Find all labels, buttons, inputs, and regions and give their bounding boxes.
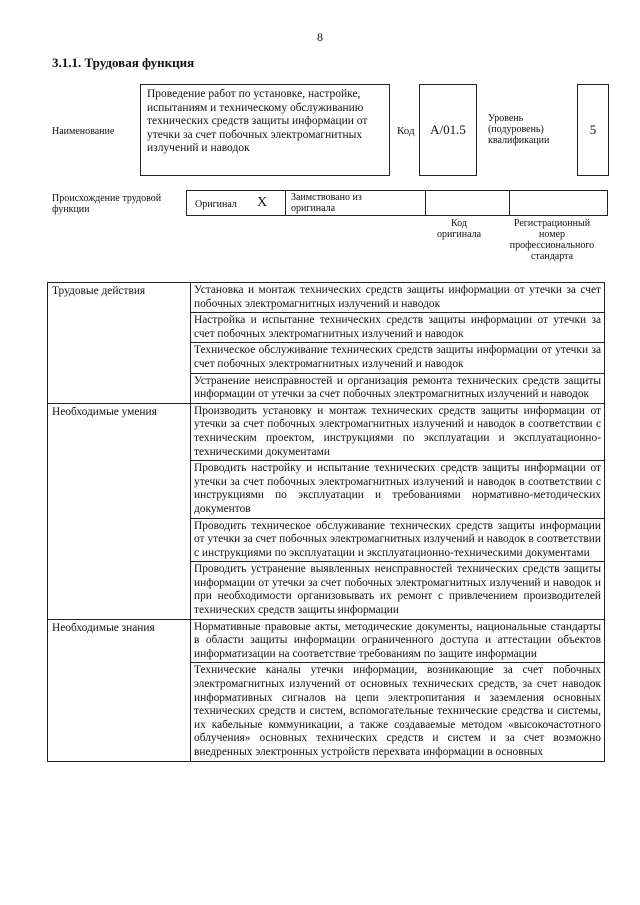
function-name-box: Проведение работ по установке, настройке, испытаниям и техническому обслуживанию технических средств защиты информации от утечки за счет побочных электромагнитных излучений и наводок: [140, 84, 390, 176]
category-cell: Необходимые умения: [48, 403, 191, 619]
item-cell: Проводить устранение выявленных неисправностей технических средств защиты информации от утечки за счет побочных электромагнитных излучений и наводок и при необходимости организовывать их ремонт с привлечением производителей технических средств защиты информации: [191, 562, 605, 619]
item-cell: Настройка и испытание технических средств защиты информации от утечки за счет побочных электромагнитных излучений и наводок: [191, 313, 605, 343]
borrowed-label: Заимствовано из оригинала: [291, 192, 362, 214]
table-row: [48, 619, 605, 663]
section-title: 3.1.1. Трудовая функция: [52, 55, 195, 70]
item-cell: Техническое обслуживание технических средств защиты информации от утечки за счет побочных электромагнитных излучений и наводок: [191, 343, 605, 373]
category-cell: Трудовые действия: [48, 283, 191, 404]
level-label: Уровень (подуровень) квалификации: [488, 113, 550, 146]
category-cell: Необходимые знания: [48, 619, 191, 761]
item-cell: Проводить настройку и испытание технических средств защиты информации от утечки за счет побочных электромагнитных излучений и наводок в соответствии с инструкциями по эксплуатации и требованиями нормативно-методических документов: [191, 461, 605, 518]
item-cell: Устранение неисправностей и организация ремонта технических средств защиты информации от утечки за счет побочных электромагнитных излучений и наводок: [191, 373, 605, 403]
code-box: [419, 84, 477, 176]
borrowed-cell: [285, 190, 425, 216]
item-cell: Установка и монтаж технических средств защиты информации от утечки за счет побочных электромагнитных излучений и наводок: [191, 283, 605, 313]
code-label: Код: [397, 125, 415, 137]
origin-row: [186, 190, 608, 216]
name-label: Наименование: [52, 126, 115, 137]
page-number: 8: [317, 30, 323, 44]
reg-number-cell: [509, 190, 608, 216]
code-original-label: Код оригинала: [436, 218, 482, 240]
original-label: Оригинал: [195, 199, 237, 210]
reg-number-label: Регистрационный номер профессионального стандарта: [509, 218, 595, 262]
level-box: [577, 84, 609, 176]
item-cell: Производить установку и монтаж технических средств защиты информации от утечки за счет побочных электромагнитных излучений и наводок в соответствии с техническим проектом, инструкциями по эксплуатации и эксплуатационно-техническими документами: [191, 403, 605, 460]
item-cell: Технические каналы утечки информации, возникающие за счет побочных электромагнитных излучений от основных технических средств, за счет наводок информативных сигналов на цепи электропитания и заземления основных технических средств и систем, вспомогательные технические средства и системы, их кабельные коммуникации, а также создаваемые методом «высокочастотного облучения» основных технических средств и систем и за счет возможно внедренных электронных устройств перехвата информации в основных: [191, 663, 605, 761]
item-cell: Нормативные правовые акты, методические документы, национальные стандарты в области защиты информации ограниченного доступа и аттестации объектов информатизации на соответствие требованиям по защите информации: [191, 619, 605, 663]
labor-function-table: [47, 282, 605, 762]
table-row: [48, 403, 605, 460]
original-mark: X: [257, 195, 268, 210]
code-value: А/01.5: [430, 122, 466, 137]
table-row: [48, 283, 605, 313]
code-original-cell: [425, 190, 509, 216]
origin-label: Происхождение трудовой функции: [52, 193, 162, 215]
item-cell: Проводить техническое обслуживание технических средств защиты информации от утечки за счет побочных электромагнитных излучений и наводок в соответствии с инструкциями по эксплуатации и эксплуатационно-техническими документами: [191, 518, 605, 562]
level-value: 5: [589, 122, 597, 137]
original-cell: [186, 190, 285, 216]
